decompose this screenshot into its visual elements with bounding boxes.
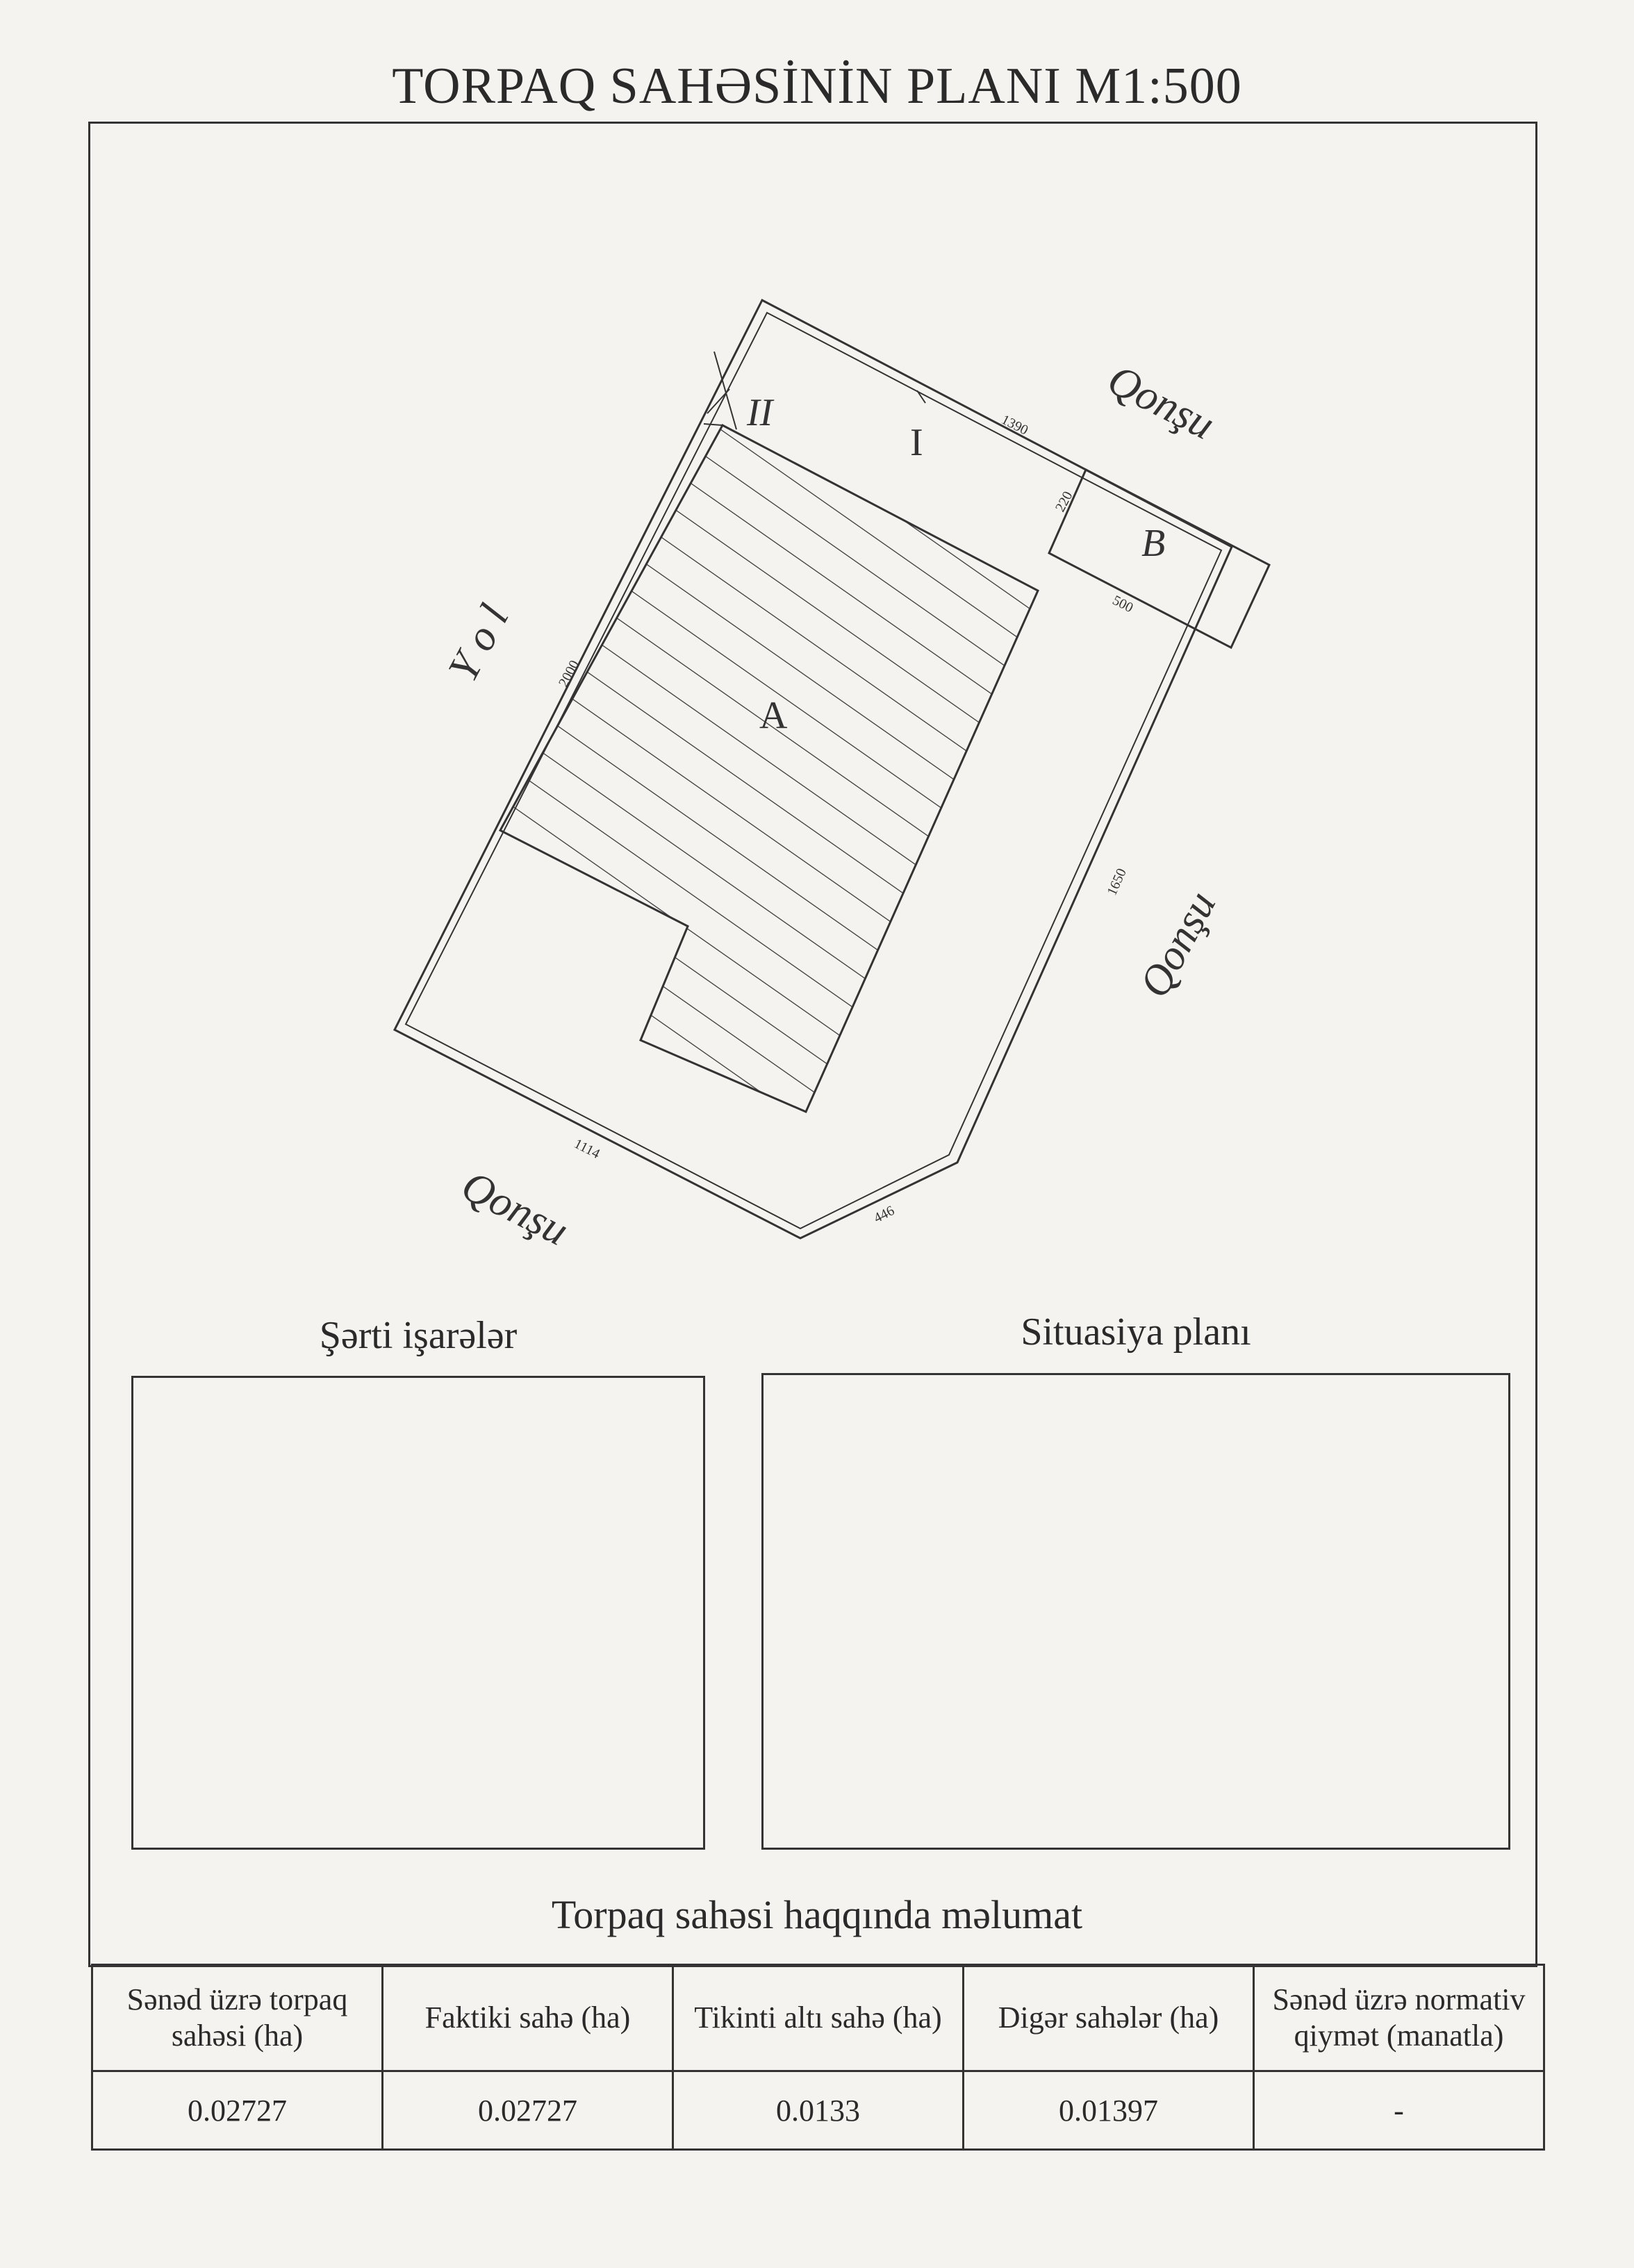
parcel-label-a: A (759, 694, 788, 737)
dim-1650: 1650 (1104, 866, 1130, 898)
value-normative-price: - (1254, 2071, 1544, 2150)
neighbor-label-right: Qonşu (1130, 883, 1226, 1005)
situation-plan-title: Situasiya planı (1021, 1310, 1251, 1354)
neighbor-label-top: Qonşu (1100, 355, 1222, 449)
legend-title: Şərti işarələr (319, 1314, 518, 1357)
neighbor-label-bottom: Qonşu (454, 1161, 576, 1255)
header-building-area: Tikinti altı sahə (ha) (673, 1965, 964, 2071)
road-label: Y o l (439, 597, 518, 689)
header-normative-price: Sənəd üzrə normativ qiymət (manatla) (1254, 1965, 1544, 2071)
dim-220: 220 (1052, 488, 1076, 515)
parcel-label-ii: II (747, 391, 773, 434)
parcel-label-i: I (910, 421, 923, 464)
info-header-row (92, 1965, 1544, 2071)
header-actual-area: Faktiki sahə (ha) (383, 1965, 673, 2071)
header-other-areas: Digər sahələr (ha) (964, 1965, 1254, 2071)
situation-plan-box (761, 1373, 1510, 1850)
value-actual-area: 0.02727 (383, 2071, 673, 2150)
dim-1390: 1390 (998, 411, 1031, 438)
dim-1114: 1114 (571, 1135, 603, 1162)
legend-box (131, 1376, 705, 1850)
dim-446: 446 (871, 1203, 898, 1226)
value-building-area: 0.0133 (673, 2071, 964, 2150)
tick-i (917, 391, 925, 403)
dim-500: 500 (1109, 592, 1136, 616)
header-document-area: Sənəd üzrə torpaq sahəsi (ha) (92, 1965, 383, 2071)
parcel-label-b: B (1141, 522, 1166, 565)
page-title: TORPAQ SAHƏSİNİN PLANI M1:500 (392, 58, 1242, 115)
dim-2000: 2000 (555, 657, 583, 690)
value-document-area: 0.02727 (92, 2071, 383, 2150)
strip-line (704, 424, 723, 425)
info-table (91, 1964, 1545, 2151)
info-title: Torpaq sahəsi haqqında məlumat (551, 1892, 1083, 1937)
value-other-areas: 0.01397 (964, 2071, 1254, 2150)
building-a (500, 425, 1038, 1112)
info-value-row (92, 2071, 1544, 2150)
